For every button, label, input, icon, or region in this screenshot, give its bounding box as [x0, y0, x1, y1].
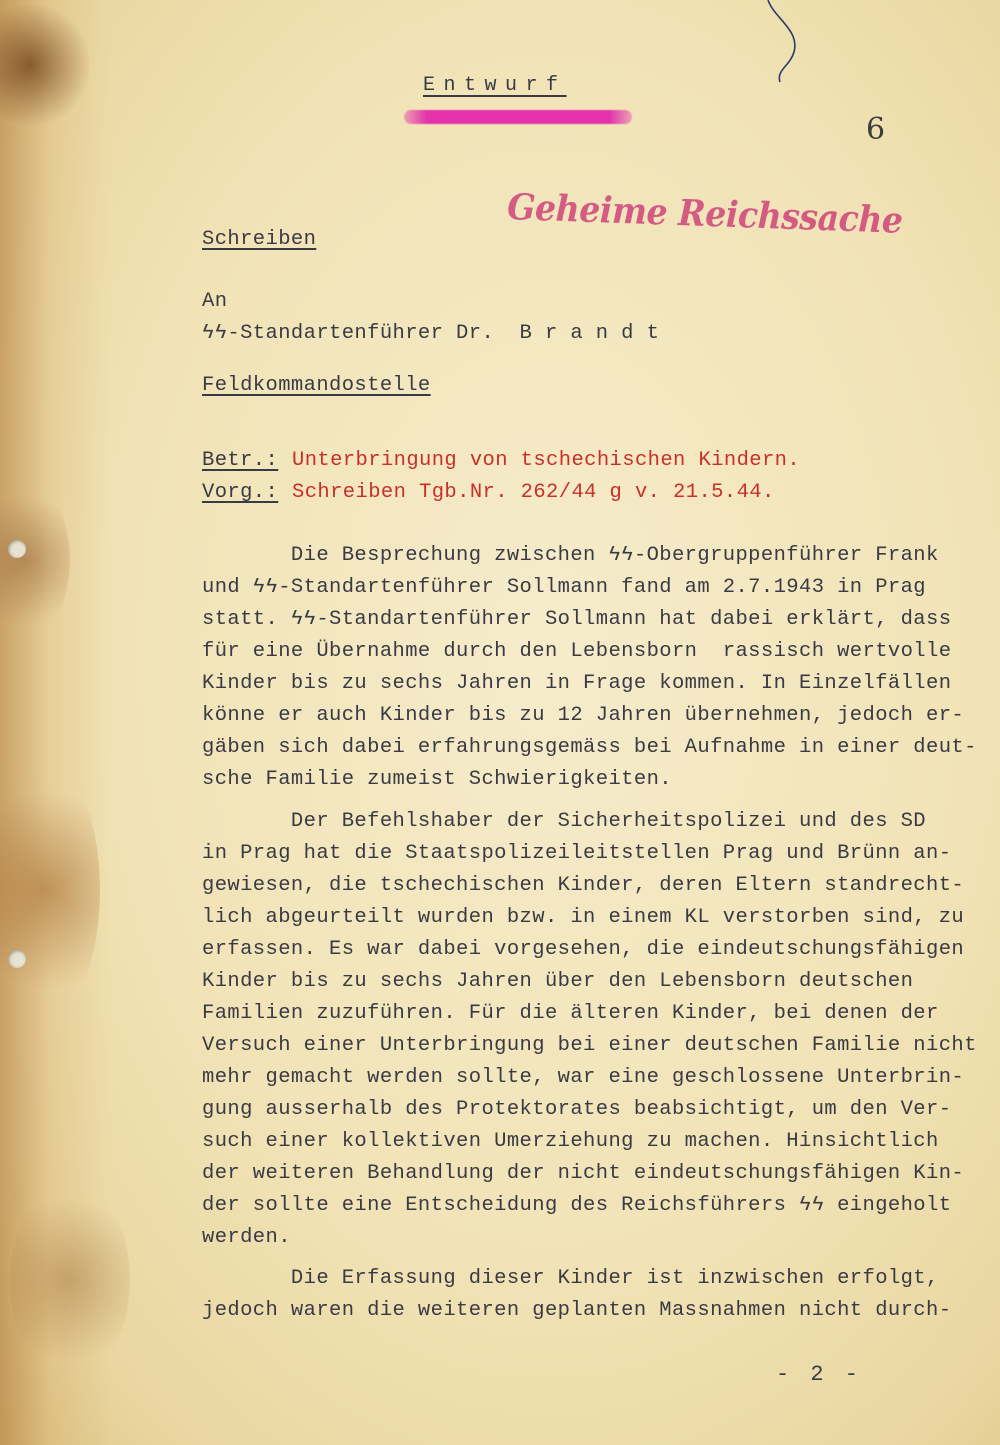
text-line: Versuch einer Unterbringung bei einer deutschen Familie nicht	[202, 1034, 977, 1057]
burn-mark	[0, 0, 110, 1445]
text-line: Die Erfassung dieser Kinder ist inzwischen erfolgt,	[202, 1267, 939, 1290]
reference-label: Vorg.:	[202, 481, 279, 504]
text-line: jedoch waren die weiteren geplanten Massnahmen nicht durch-	[202, 1299, 952, 1322]
text-line: Der Befehlshaber der Sicherheitspolizei und des SD	[202, 810, 927, 833]
text-line: für eine Übernahme durch den Lebensborn rassisch wertvolle	[202, 640, 952, 663]
stain-mid-left	[0, 480, 70, 640]
text-line: Kinder bis zu sechs Jahren über den Lebensborn deutschen	[202, 970, 914, 993]
stain-top-left	[0, 0, 90, 130]
document-title: Entwurf	[423, 74, 567, 97]
reference: Schreiben Tgb.Nr. 262/44 g v. 21.5.44.	[292, 481, 775, 504]
text-line: statt. ϟϟ-Standartenführer Sollmann hat dabei erklärt, dass	[202, 608, 952, 631]
text-line: der weiteren Behandlung der nicht eindeutschungsfähigen Kin-	[202, 1162, 965, 1185]
text-line: Die Besprechung zwischen ϟϟ-Obergruppenführer Frank	[202, 544, 939, 567]
text-line: in Prag hat die Staatspolizeileitstellen Prag und Brünn an-	[202, 842, 952, 865]
text-line: sche Familie zumeist Schwierigkeiten.	[202, 768, 672, 791]
text-line: werden.	[202, 1226, 291, 1249]
text-line: der sollte eine Entscheidung des Reichsführers ϟϟ eingeholt	[202, 1194, 952, 1217]
classification-stamp: Geheime Reichssache	[506, 186, 904, 242]
punch-hole	[8, 950, 26, 968]
subject-label: Betr.:	[202, 449, 279, 472]
recipient: ϟϟ-Standartenführer Dr. B r a n d t	[202, 322, 660, 345]
text-line: und ϟϟ-Standartenführer Sollmann fand am 2.7.1943 in Prag	[202, 576, 927, 599]
letter-type: Schreiben	[202, 228, 317, 251]
text-line: gewiesen, die tschechischen Kinder, deren Eltern standrecht-	[202, 874, 965, 897]
text-line: mehr gemacht werden sollte, war eine geschlossene Unterbrin-	[202, 1066, 965, 1089]
page-mark: 6	[866, 112, 886, 147]
magenta-highlight	[404, 110, 632, 124]
text-line: könne er auch Kinder bis zu 12 Jahren übernehmen, jedoch er-	[202, 704, 965, 727]
stain-lower-left	[0, 760, 100, 1020]
pen-stroke	[740, 0, 820, 90]
text-line: Kinder bis zu sechs Jahren in Frage kommen. In Einzelfällen	[202, 672, 952, 695]
location: Feldkommandostelle	[202, 374, 431, 397]
text-line: gäben sich dabei erfahrungsgemäss bei Aufnahme in einer deut-	[202, 736, 977, 759]
text-line: such einer kollektiven Umerziehung zu machen. Hinsichtlich	[202, 1130, 939, 1153]
text-line: gung ausserhalb des Protektorates beabsichtigt, um den Ver-	[202, 1098, 952, 1121]
stain-bottom-left	[10, 1180, 130, 1380]
text-line: Familien zuzuführen. Für die älteren Kinder, bei denen der	[202, 1002, 939, 1025]
page-number: - 2 -	[776, 1362, 863, 1387]
subject: Unterbringung von tschechischen Kindern.	[292, 449, 801, 472]
text-line: lich abgeurteilt wurden bzw. in einem KL verstorben sind, zu	[202, 906, 965, 929]
text-line: erfassen. Es war dabei vorgesehen, die eindeutschungsfähigen	[202, 938, 965, 961]
to-label: An	[202, 290, 228, 313]
punch-hole	[8, 540, 26, 558]
